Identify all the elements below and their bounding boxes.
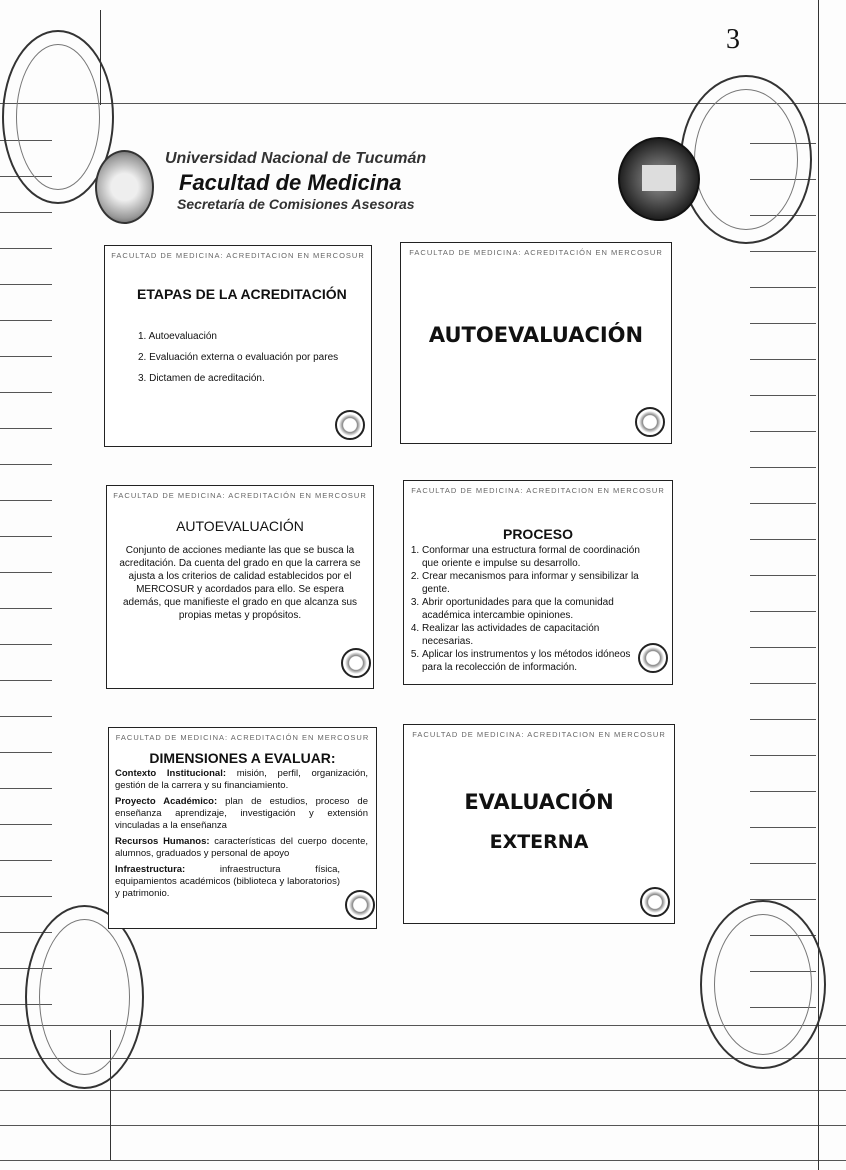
faculty-logo-icon [640,887,670,917]
margin-tick [750,647,816,648]
margin-tick [0,896,52,897]
margin-tick [750,431,816,432]
slide-big-title: AUTOEVALUACIÓN [428,323,644,347]
slide-header: FACULTAD DE MEDICINA: ACREDITACION EN MERCOSUR [111,251,365,260]
faculty-logo-icon [635,407,665,437]
university-stamp [680,75,812,244]
margin-tick [750,467,816,468]
margin-tick [750,539,816,540]
slide-etapas [104,245,372,447]
university-name: Universidad Nacional de Tucumán [165,150,427,167]
margin-tick [750,503,816,504]
margin-tick [0,248,52,249]
rule-line [0,1160,846,1161]
margin-tick [0,536,52,537]
margin-tick [0,500,52,501]
margin-tick [750,791,816,792]
slide-title: AUTOEVALUACIÓN [176,518,304,534]
slide-proceso [403,480,673,685]
margin-tick [750,323,816,324]
faculty-logo-icon [345,890,375,920]
list-item: 1. Conformar una estructura formal de coordinación que oriente e impulse su desarrollo. [422,544,642,570]
dimension-text: plan de estudios, proceso de enseñanza aprendizaje, investigación y extensión vinculadas a la enseñanza [115,796,368,831]
margin-tick [0,680,52,681]
faculty-logo-icon [638,643,668,673]
margin-tick [0,608,52,609]
faculty-name: Facultad de Medicina [179,170,402,195]
list-item: 2. Crear mecanismos para informar y sensibilizar la gente. [422,570,642,596]
margin-tick [750,287,816,288]
margin-tick [0,356,52,357]
slide-big-title-line2: EXTERNA [489,831,589,853]
slide-dimensiones [108,727,377,929]
secretariat-name: Secretaría de Comisiones Asesoras [177,196,415,212]
faculty-building-seal [618,137,700,221]
slide-big-title-line1: EVALUACIÓN [464,790,614,814]
dimension-label: Proyecto Académico: [115,796,218,807]
margin-tick [0,464,52,465]
dimension-item [115,796,368,832]
slide-header: FACULTAD DE MEDICINA: ACREDITACION EN MERCOSUR [411,486,665,495]
dimension-item [115,836,368,860]
dimension-label: Infraestructura: [115,864,186,875]
faculty-seal [95,150,154,224]
slide-title: PROCESO [502,526,573,542]
slide-dimensions [115,768,368,900]
list-item: 2. Evaluación externa o evaluación por pares [138,352,339,363]
slide-list [410,544,642,674]
page-number: 3 [726,24,740,55]
margin-tick [0,572,52,573]
slide-title: ETAPAS DE LA ACREDITACIÓN [137,286,347,302]
margin-tick [750,755,816,756]
slide-title: DIMENSIONES A EVALUAR: [149,750,336,766]
slide-body: Conjunto de acciones mediante las que se busca la acreditación. Da cuenta del grado en que la carrera se ajusta a los criterios de calidad establecidos por el MERCOSUR y acordados para ello. Se espera además, que manifieste el grado en que alcanza sus propias metas y propósitos. [119,545,361,621]
university-stamp [25,905,144,1089]
margin-tick [0,392,52,393]
margin-tick [0,824,52,825]
margin-tick [750,251,816,252]
dimension-label: Recursos Humanos: [115,836,210,847]
margin-tick [750,683,816,684]
margin-tick [750,359,816,360]
margin-tick [0,860,52,861]
margin-tick [750,575,816,576]
margin-tick [750,827,816,828]
slide-header: FACULTAD DE MEDICINA: ACREDITACIÓN EN MERCOSUR [115,733,370,742]
margin-tick [0,788,52,789]
margin-tick [750,863,816,864]
list-item: 5. Aplicar los instrumentos y los métodos idóneos para la recolección de información. [422,648,642,674]
slide-header: FACULTAD DE MEDICINA: ACREDITACIÓN EN MERCOSUR [113,491,367,500]
dimension-text: características del cuerpo docente, alumnos, graduados y personal de apoyo [115,836,368,859]
margin-tick [750,719,816,720]
margin-tick [0,716,52,717]
slide-list [138,326,338,389]
faculty-logo-icon [341,648,371,678]
dimension-text: misión, perfil, organización, gestión de la carrera y su financiamiento. [115,768,368,791]
dimension-item [115,864,340,900]
margin-tick [750,395,816,396]
list-item: 4. Realizar las actividades de capacitación necesarias. [422,622,642,648]
slide-autoevaluacion-def [106,485,374,689]
slide-autoevaluacion-title [400,242,672,444]
university-stamp [700,900,826,1069]
margin-tick [0,752,52,753]
margin-tick [0,428,52,429]
dimension-item [115,768,368,792]
rule-line [0,1090,846,1091]
document-header [165,150,426,212]
dimension-text: infraestructura física, equipamientos académicos (biblioteca y laboratorios) y patrimonio. [115,864,340,899]
margin-tick [0,284,52,285]
list-item: 3. Dictamen de acreditación. [138,373,265,384]
slide-header: FACULTAD DE MEDICINA: ACREDITACION EN MERCOSUR [412,730,666,739]
list-item: 3. Abrir oportunidades para que la comunidad académica intercambie opiniones. [422,596,642,622]
slide-header: FACULTAD DE MEDICINA: ACREDITACIÓN EN MERCOSUR [409,248,663,257]
margin-tick [0,320,52,321]
margin-tick [0,212,52,213]
margin-tick [750,611,816,612]
margin-tick [0,644,52,645]
dimension-label: Contexto Institucional: [115,768,226,779]
list-item: 1. Autoevaluación [138,331,217,342]
slide-evaluacion-externa [403,724,675,924]
faculty-logo-icon [335,410,365,440]
rule-line [0,1125,846,1126]
